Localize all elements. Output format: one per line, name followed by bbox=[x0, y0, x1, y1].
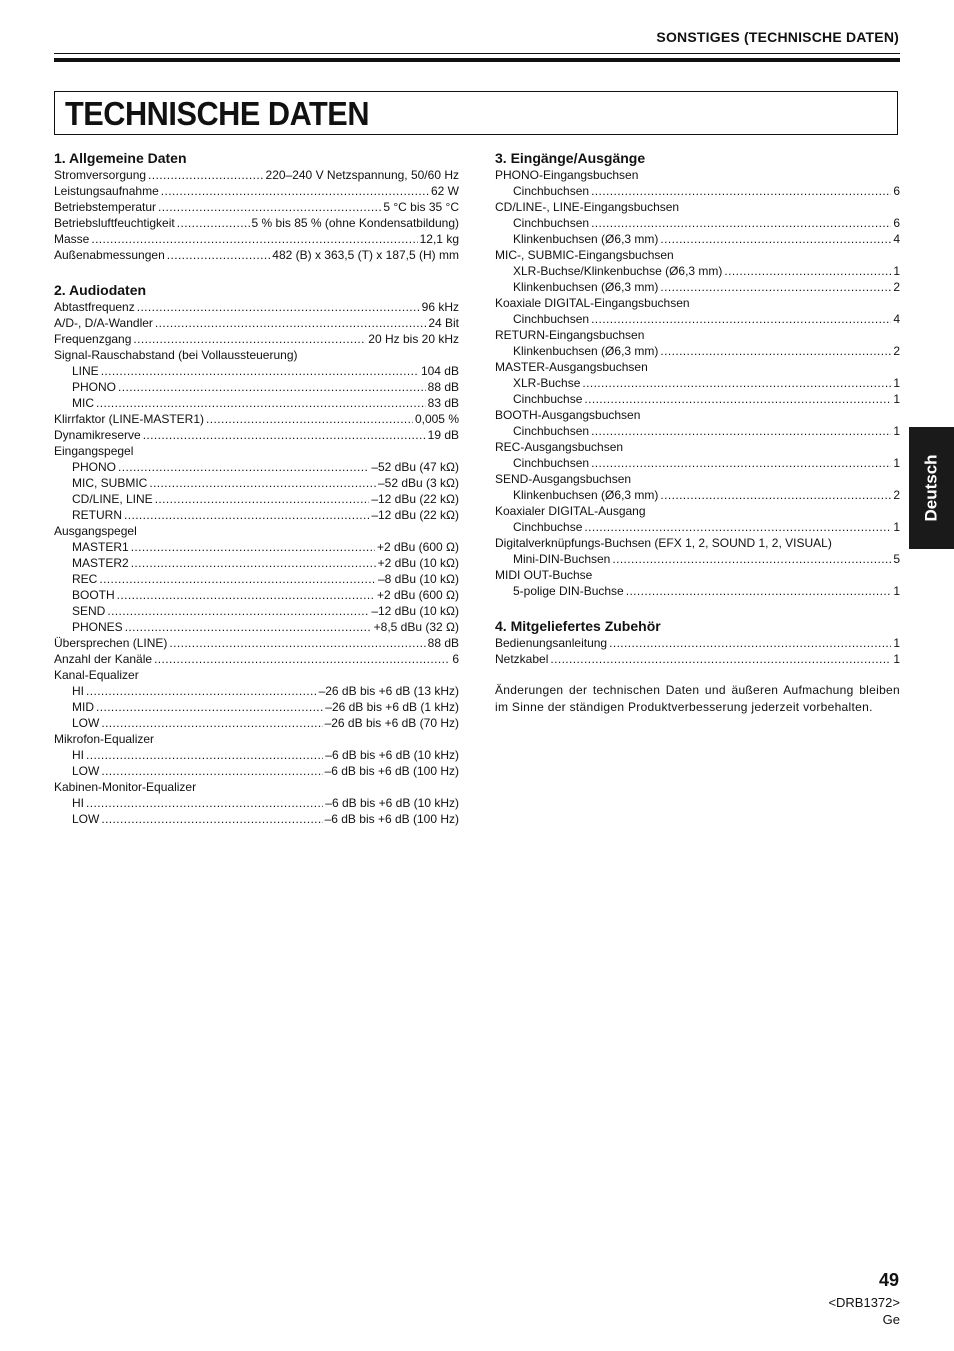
spec-row: Stromversorgung ..... 220–240 V Netzspannung, 50/60 Hz bbox=[54, 167, 459, 183]
section-title-audio: 2. Audiodaten bbox=[54, 282, 147, 298]
spec-row: LOW ..... –6 dB bis +6 dB (100 Hz) bbox=[54, 811, 459, 827]
spec-row: Betriebsluftfeuchtigkeit ..... 5 % bis 85 % (ohne Kondensatbildung) bbox=[54, 215, 459, 231]
spec-row: Mini-DIN-Buchsen ..... 5 bbox=[495, 551, 900, 567]
spec-row: Außenabmessungen ..... 482 (B) x 363,5 (T) x 187,5 (H) mm bbox=[54, 247, 459, 263]
spec-row: 5-polige DIN-Buchse ..... 1 bbox=[495, 583, 900, 599]
spec-row: PHONO ..... 88 dB bbox=[54, 379, 459, 395]
page-number: 49 bbox=[878, 1270, 899, 1290]
language-side-tab bbox=[909, 427, 954, 549]
spec-group-head: CD/LINE-, LINE-Eingangsbuchsen bbox=[495, 200, 680, 214]
spec-row: Cinchbuchsen ..... 6 bbox=[495, 215, 900, 231]
spec-row: Klinkenbuchsen (Ø6,3 mm) ..... 4 bbox=[495, 231, 900, 247]
spec-row: XLR-Buchse/Klinkenbuchse (Ø6,3 mm) ..... 1 bbox=[495, 263, 900, 279]
spec-group-head: Digitalverknüpfungs-Buchsen (EFX 1, 2, SOUND 1, 2, VISUAL) bbox=[495, 536, 832, 550]
spec-row: LINE ..... 104 dB bbox=[54, 363, 459, 379]
spec-group-head: Koaxialer DIGITAL-Ausgang bbox=[495, 504, 646, 518]
spec-row: Klinkenbuchsen (Ø6,3 mm) ..... 2 bbox=[495, 487, 900, 503]
spec-row: Cinchbuchse ..... 1 bbox=[495, 519, 900, 535]
spec-row: Anzahl der Kanäle ..... 6 bbox=[54, 651, 459, 667]
spec-row: LOW ..... –26 dB bis +6 dB (70 Hz) bbox=[54, 715, 459, 731]
left-column bbox=[54, 149, 459, 827]
spec-row: CD/LINE, LINE ..... –12 dBu (22 kΩ) bbox=[54, 491, 459, 507]
spec-row: LOW ..... –6 dB bis +6 dB (100 Hz) bbox=[54, 763, 459, 779]
header-rule-thin bbox=[54, 53, 900, 54]
spec-row: PHONES ..... +8,5 dBu (32 Ω) bbox=[54, 619, 459, 635]
spec-group-head: Mikrofon-Equalizer bbox=[54, 732, 155, 746]
spec-group-head: RETURN-Eingangsbuchsen bbox=[495, 328, 645, 342]
section-title-io: 3. Eingänge/Ausgänge bbox=[495, 150, 646, 166]
spec-group-head: Koaxiale DIGITAL-Eingangsbuchsen bbox=[495, 296, 690, 310]
spec-row: Klinkenbuchsen (Ø6,3 mm) ..... 2 bbox=[495, 343, 900, 359]
spec-row: MIC, SUBMIC ..... –52 dBu (3 kΩ) bbox=[54, 475, 459, 491]
spec-group-head: BOOTH-Ausgangsbuchsen bbox=[495, 408, 641, 422]
spec-row: Cinchbuchse ..... 1 bbox=[495, 391, 900, 407]
spec-row: Leistungsaufnahme ..... 62 W bbox=[54, 183, 459, 199]
spec-row: XLR-Buchse ..... 1 bbox=[495, 375, 900, 391]
doc-id: <DRB1372> bbox=[828, 1295, 900, 1310]
spec-row: HI ..... –6 dB bis +6 dB (10 kHz) bbox=[54, 747, 459, 763]
spec-row: Abtastfrequenz ..... 96 kHz bbox=[54, 299, 459, 315]
spec-row: HI ..... –26 dB bis +6 dB (13 kHz) bbox=[54, 683, 459, 699]
spec-row: Dynamikreserve ..... 19 dB bbox=[54, 427, 459, 443]
spec-row: HI ..... –6 dB bis +6 dB (10 kHz) bbox=[54, 795, 459, 811]
spec-row: Cinchbuchsen ..... 4 bbox=[495, 311, 900, 327]
spec-group-head: Eingangspegel bbox=[54, 444, 134, 458]
spec-row: SEND ..... –12 dBu (10 kΩ) bbox=[54, 603, 459, 619]
spec-row: Betriebstemperatur ..... 5 °C bis 35 °C bbox=[54, 199, 459, 215]
right-column bbox=[495, 149, 900, 716]
lang-code: Ge bbox=[882, 1312, 900, 1327]
spec-group-head: REC-Ausgangsbuchsen bbox=[495, 440, 624, 454]
spec-row: Übersprechen (LINE) ..... 88 dB bbox=[54, 635, 459, 651]
spec-group-head: PHONO-Eingangsbuchsen bbox=[495, 168, 639, 182]
section-title-accessories: 4. Mitgeliefertes Zubehör bbox=[495, 618, 661, 634]
spec-row: MASTER1 ..... +2 dBu (600 Ω) bbox=[54, 539, 459, 555]
spec-row: Netzkabel ..... 1 bbox=[495, 651, 900, 667]
section-title-general: 1. Allgemeine Daten bbox=[54, 150, 187, 166]
spec-row: MID ..... –26 dB bis +6 dB (1 kHz) bbox=[54, 699, 459, 715]
spec-row: A/D-, D/A-Wandler ..... 24 Bit bbox=[54, 315, 459, 331]
spec-row: MASTER2 ..... +2 dBu (10 kΩ) bbox=[54, 555, 459, 571]
spec-row: Cinchbuchsen ..... 1 bbox=[495, 423, 900, 439]
spec-row: Klirrfaktor (LINE-MASTER1) ..... 0,005 % bbox=[54, 411, 459, 427]
spec-group-head: Ausgangspegel bbox=[54, 524, 137, 538]
spec-row: Frequenzgang ..... 20 Hz bis 20 kHz bbox=[54, 331, 459, 347]
spec-row: MIC ..... 83 dB bbox=[54, 395, 459, 411]
spec-group-head: Kabinen-Monitor-Equalizer bbox=[54, 780, 197, 794]
spec-row: REC ..... –8 dBu (10 kΩ) bbox=[54, 571, 459, 587]
spec-group-head: MASTER-Ausgangsbuchsen bbox=[495, 360, 648, 374]
change-note: Änderungen der technischen Daten und äußeren Aufmachung bleiben im Sinne der ständigen Produktverbesserung jederzeit vorbehalten. bbox=[495, 683, 900, 714]
spec-group-head: MIDI OUT-Buchse bbox=[495, 568, 593, 582]
spec-row: PHONO ..... –52 dBu (47 kΩ) bbox=[54, 459, 459, 475]
spec-row: BOOTH ..... +2 dBu (600 Ω) bbox=[54, 587, 459, 603]
spec-row: Klinkenbuchsen (Ø6,3 mm) ..... 2 bbox=[495, 279, 900, 295]
language-label: Deutsch bbox=[921, 454, 941, 522]
header-rule-thick bbox=[54, 58, 900, 62]
spec-row: Cinchbuchsen ..... 6 bbox=[495, 183, 900, 199]
spec-group-head: SEND-Ausgangsbuchsen bbox=[495, 472, 632, 486]
spec-row: Cinchbuchsen ..... 1 bbox=[495, 455, 900, 471]
page-title: TECHNISCHE DATEN bbox=[65, 95, 370, 132]
doc-code bbox=[828, 1294, 900, 1328]
spec-row: Bedienungsanleitung ..... 1 bbox=[495, 635, 900, 651]
spec-row: RETURN ..... –12 dBu (22 kΩ) bbox=[54, 507, 459, 523]
header-section-title: SONSTIGES (TECHNISCHE DATEN) bbox=[656, 29, 899, 45]
title-box bbox=[54, 91, 898, 135]
spec-group-head: Kanal-Equalizer bbox=[54, 668, 139, 682]
spec-group-head: Signal-Rauschabstand (bei Vollaussteuerung) bbox=[54, 348, 298, 362]
spec-row: Masse ..... 12,1 kg bbox=[54, 231, 459, 247]
spec-group-head: MIC-, SUBMIC-Eingangsbuchsen bbox=[495, 248, 674, 262]
